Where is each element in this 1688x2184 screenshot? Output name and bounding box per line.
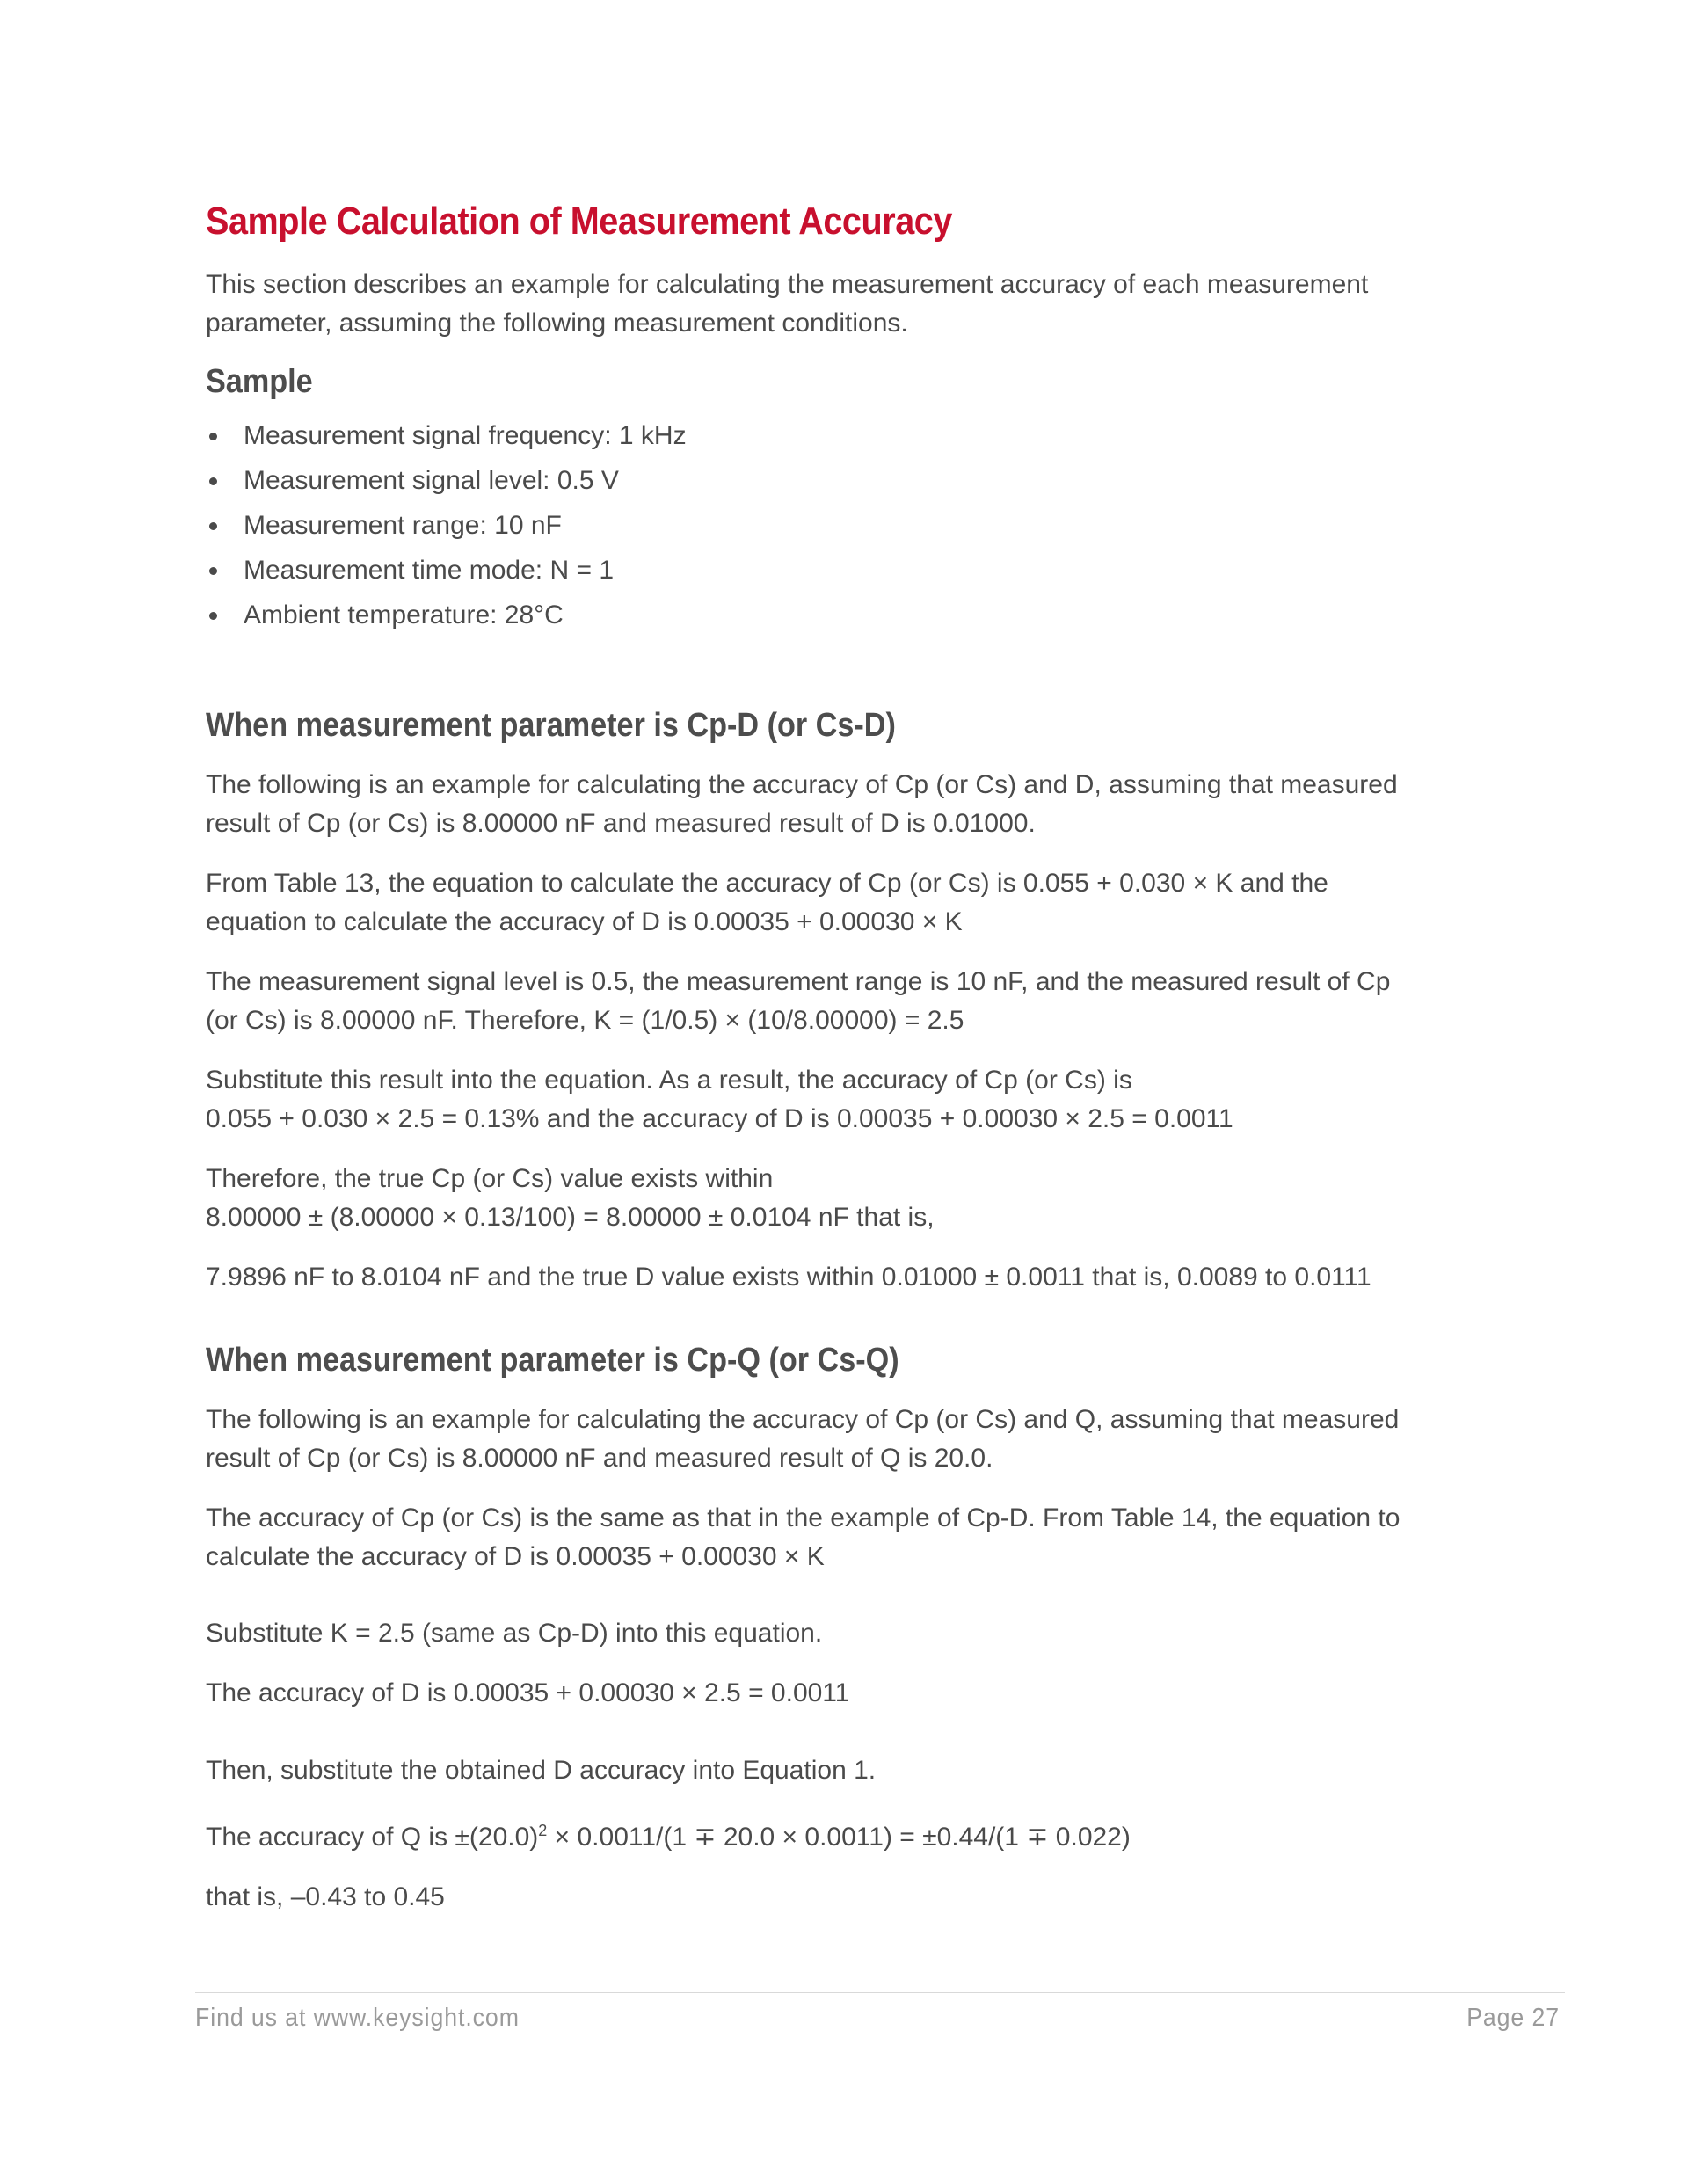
list-item: Measurement range: 10 nF xyxy=(206,503,1472,548)
cp-d-paragraph-2: From Table 13, the equation to calculate the accuracy of Cp (or Cs) is 0.055 + 0.030 × K and the equation to calculate the accuracy of D is 0.00035 + 0.00030 × K xyxy=(206,869,1328,936)
cp-d-paragraph-1: The following is an example for calculating the accuracy of Cp (or Cs) and D, assuming that measured result of Cp (or Cs) is 8.00000 nF and measured result of D is 0.01000. xyxy=(206,770,1398,838)
cp-q-paragraph-4: The accuracy of D is 0.00035 + 0.00030 × 2.5 = 0.0011 xyxy=(206,1678,850,1707)
cp-d-paragraph-5: Therefore, the true Cp (or Cs) value exists within 8.00000 ± (8.00000 × 0.13/100) = 8.00000 ± 0.0104 nF that is, xyxy=(206,1164,935,1232)
cp-q-paragraph-5: Then, substitute the obtained D accuracy into Equation 1. xyxy=(206,1756,877,1785)
list-item: Ambient temperature: 28°C xyxy=(206,593,1472,637)
bullet-icon xyxy=(209,567,217,575)
cp-d-paragraph-3: The measurement signal level is 0.5, the measurement range is 10 nF, and the measured result of Cp (or Cs) is 8.00000 nF. Therefore, K = (1/0.5) × (10/8.00000) = 2.5 xyxy=(206,967,1391,1035)
cp-q-paragraph-3: Substitute K = 2.5 (same as Cp-D) into this equation. xyxy=(206,1619,823,1648)
page-footer xyxy=(195,1992,1565,2032)
list-item: Measurement time mode: N = 1 xyxy=(206,548,1472,593)
cp-q-paragraph-2: The accuracy of Cp (or Cs) is the same as that in the example of Cp-D. From Table 14, the equation to calculate the accuracy of D is 0.00035 + 0.00030 × K xyxy=(206,1503,1401,1571)
intro-line: This section describes an example for calculating the measurement accuracy of each measurement xyxy=(206,270,1369,299)
cp-d-heading: When measurement parameter is Cp-D (or Cs-D) xyxy=(206,707,896,744)
page-number: Page 27 xyxy=(1466,2004,1560,2032)
bullet-icon xyxy=(209,612,217,620)
bullet-icon xyxy=(209,522,217,530)
bullet-icon xyxy=(209,433,217,440)
sample-conditions-list xyxy=(206,413,1472,637)
cp-q-paragraph-7: that is, –0.43 to 0.45 xyxy=(206,1882,445,1911)
cp-d-paragraph-4: Substitute this result into the equation. As a result, the accuracy of Cp (or Cs) is 0.055 + 0.030 × 2.5 = 0.13% and the accuracy of D is 0.00035 + 0.00030 × 2.5 = 0.0011 xyxy=(206,1066,1233,1133)
intro-line: parameter, assuming the following measurement conditions. xyxy=(206,309,908,338)
bullet-icon xyxy=(209,477,217,485)
list-item: Measurement signal frequency: 1 kHz xyxy=(206,413,1472,458)
list-item: Measurement signal level: 0.5 V xyxy=(206,458,1472,503)
document-body xyxy=(206,197,1472,1917)
cp-q-heading: When measurement parameter is Cp-Q (or Cs-Q) xyxy=(206,1342,899,1379)
cp-q-paragraph-1: The following is an example for calculating the accuracy of Cp (or Cs) and Q, assuming that measured result of Cp (or Cs) is 8.00000 nF and measured result of Q is 20.0. xyxy=(206,1405,1400,1473)
footer-website-link[interactable]: Find us at www.keysight.com xyxy=(195,2004,520,2032)
exponent: 2 xyxy=(538,1822,548,1839)
cp-q-paragraph-6: The accuracy of Q is $\pm(20.0)^2 \times 0.0011/(1 \mp 20.0 \times 0.0011) = \pm 0.44/(1 \mp 0.022)$ xyxy=(206,1822,1131,1852)
cp-d-paragraph-6: 7.9896 nF to 8.0104 nF and the true D value exists within 0.01000 ± 0.0011 that is, 0.0089 to 0.0111 xyxy=(206,1263,1372,1292)
intro-paragraph xyxy=(206,266,1472,343)
page-title: Sample Calculation of Measurement Accuracy xyxy=(206,200,952,243)
sample-heading: Sample xyxy=(206,363,313,400)
